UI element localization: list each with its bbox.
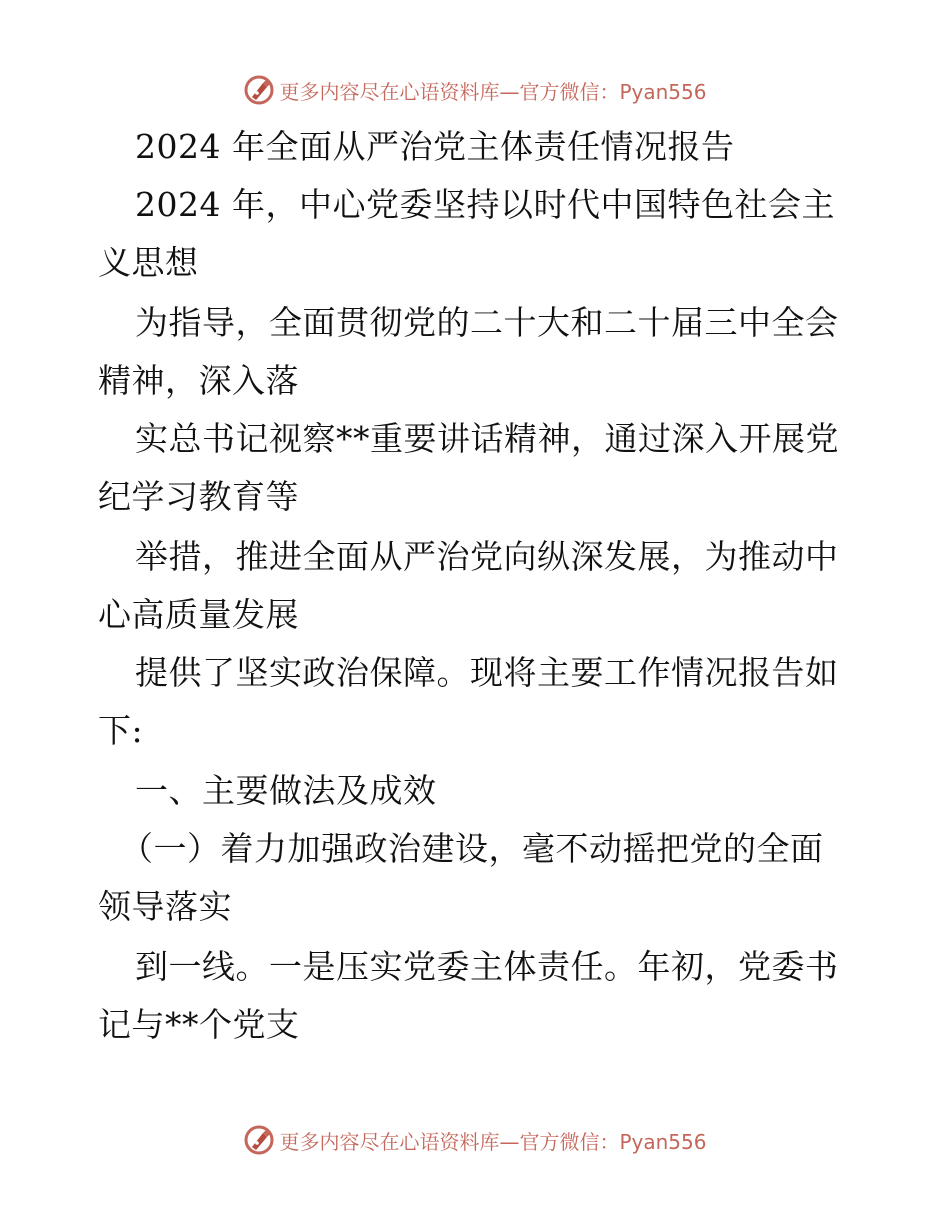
paragraph-line: 领导落实 <box>98 887 232 926</box>
paragraph-line: 义思想 <box>98 243 199 282</box>
document-title: 2024 年全面从严治党主体责任情况报告 <box>135 127 735 166</box>
footer-banner-content <box>243 1124 706 1156</box>
paragraph-line: 提供了坚实政治保障。现将主要工作情况报告如 <box>135 653 839 692</box>
footer-banner-text: 更多内容尽在心语资料库—官方微信：Pyan556 <box>279 1129 707 1154</box>
paragraph-line: 下: <box>98 711 144 750</box>
header-banner-text: 更多内容尽在心语资料库—官方微信：Pyan556 <box>279 79 707 104</box>
paragraph-line: 记与**个党支 <box>98 1005 300 1044</box>
pen-nib-logo-icon <box>243 1124 275 1156</box>
subsection-heading: （一）着力加强政治建设，毫不动摇把党的全面 <box>120 829 824 868</box>
paragraph-line: 为指导，全面贯彻党的二十大和二十届三中全会 <box>135 303 839 342</box>
paragraph-line: 精神，深入落 <box>98 361 299 400</box>
paragraph-line: 2024 年，中心党委坚持以时代中国特色社会主 <box>135 185 835 224</box>
pen-nib-logo-icon <box>243 74 275 106</box>
header-banner-content <box>243 74 706 106</box>
footer-banner <box>0 1122 950 1158</box>
paragraph-line: 到一线。一是压实党委主体责任。年初，党委书 <box>135 947 839 986</box>
paragraph-line: 纪学习教育等 <box>98 477 299 516</box>
header-banner <box>0 72 950 108</box>
paragraph-line: 实总书记视察**重要讲话精神，通过深入开展党 <box>135 419 839 458</box>
paragraph-line: 举措，推进全面从严治党向纵深发展，为推动中 <box>135 537 839 576</box>
paragraph-line: 心高质量发展 <box>98 595 299 634</box>
section-heading: 一、主要做法及成效 <box>135 771 437 810</box>
